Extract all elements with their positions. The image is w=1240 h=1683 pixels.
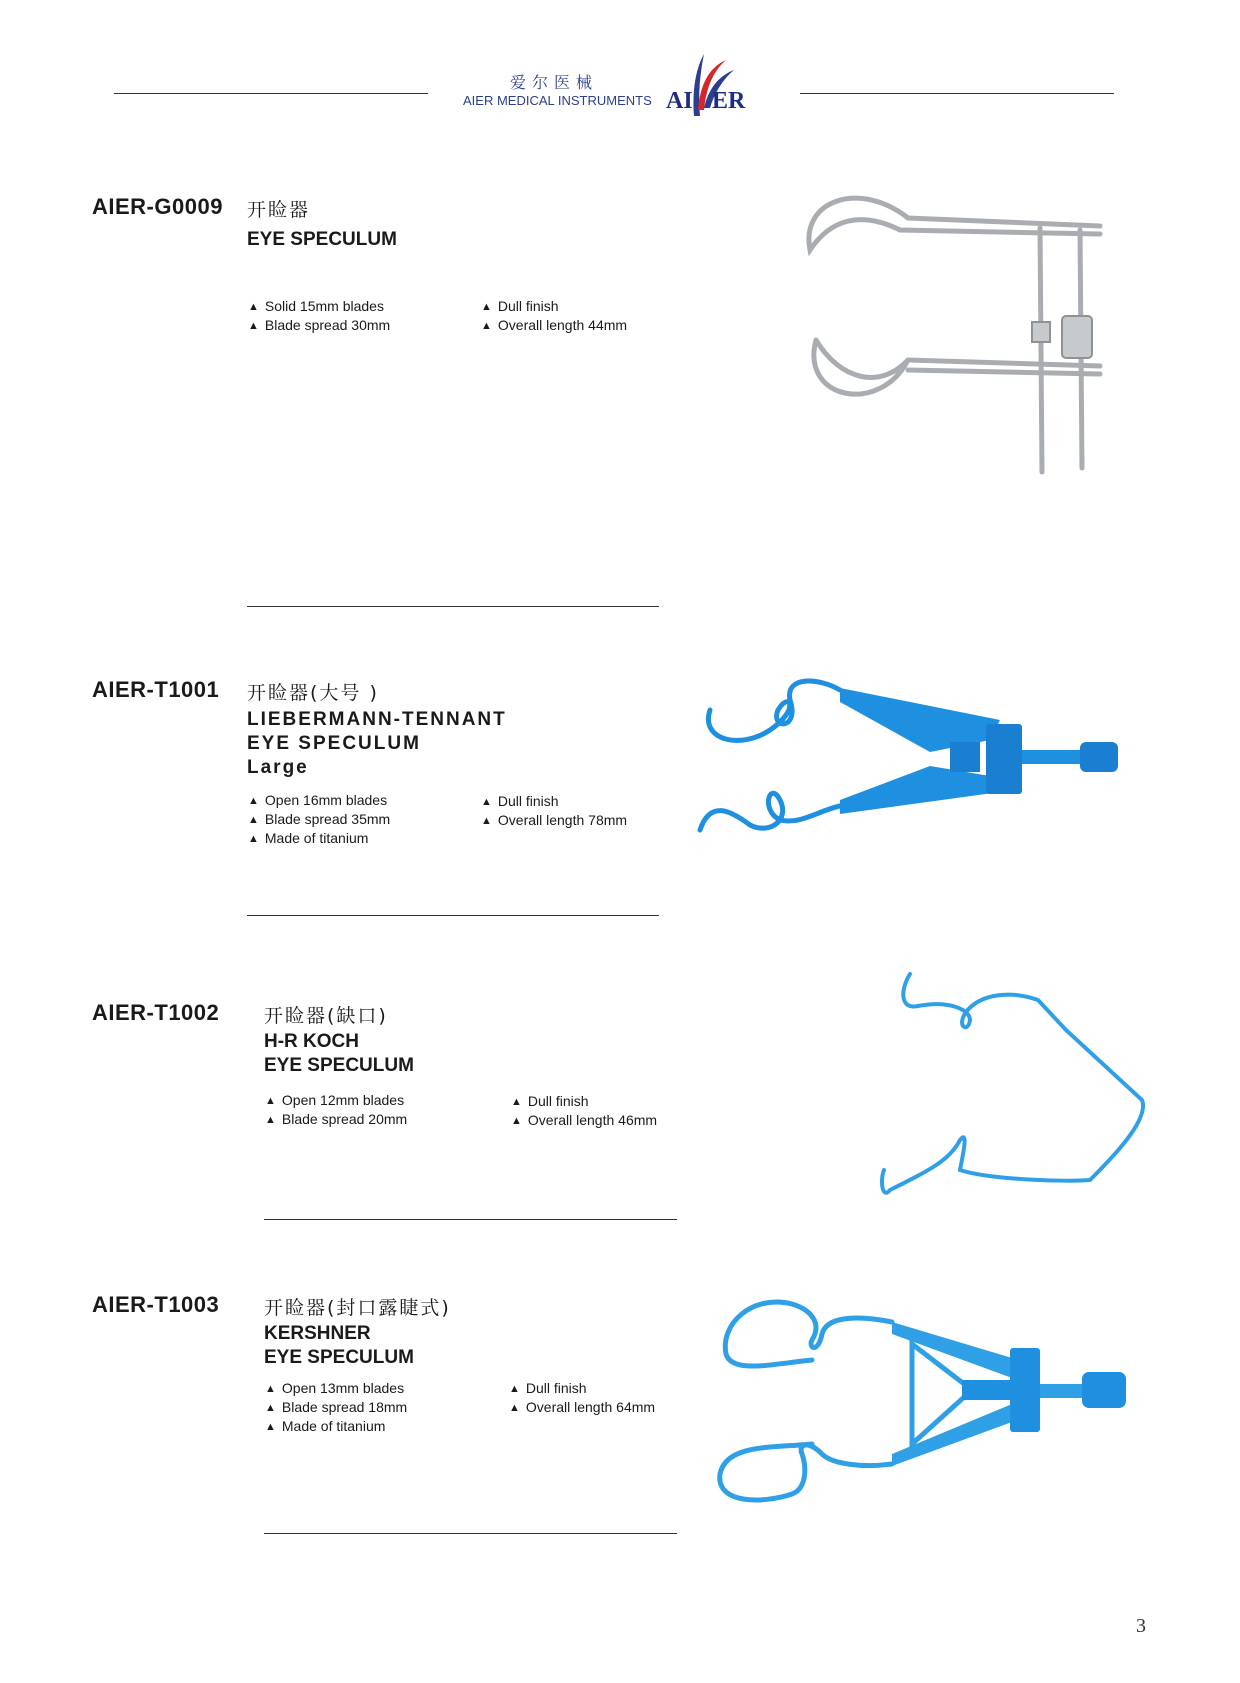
feature-item: ▲ Open 13mm blades (265, 1380, 407, 1399)
product-name-en-line: EYE SPECULUM (247, 733, 421, 754)
product-code: AIER-T1003 (92, 1292, 220, 1317)
feature-list-right (481, 298, 627, 336)
header-rule-right (800, 93, 1114, 94)
product-code: AIER-G0009 (92, 194, 223, 219)
feature-list-right (509, 1380, 655, 1418)
feature-item: ▲ Blade spread 20mm (265, 1111, 407, 1130)
logo-text-right: ER (712, 88, 746, 114)
feature-item: ▲ Made of titanium (265, 1418, 407, 1437)
feature-item: ▲ Blade spread 18mm (265, 1399, 407, 1418)
feature-item: ▲ Overall length 44mm (481, 317, 627, 336)
product-name-cn: 开睑器(封口露睫式) (264, 1297, 451, 1319)
feature-item: ▲ Blade spread 35mm (248, 811, 390, 830)
page-number: 3 (1136, 1615, 1146, 1637)
feature-item: ▲ Made of titanium (248, 830, 390, 849)
kershner-speculum-image (712, 1294, 1162, 1514)
product-name-en-line: EYE SPECULUM (247, 229, 397, 250)
feature-item: ▲ Dull finish (481, 793, 627, 812)
product-name-en-line: EYE SPECULUM (264, 1055, 414, 1076)
wire-speculum-image (870, 970, 1150, 1220)
feature-item: ▲ Dull finish (481, 298, 627, 317)
product-name-cn: 开睑器(缺口) (264, 1005, 388, 1027)
feature-item: ▲ Overall length 78mm (481, 812, 627, 831)
brand-name-cn: 爱尔医械 (510, 73, 599, 92)
product-code: AIER-T1001 (92, 677, 220, 702)
product-name-en-line: Large (247, 757, 309, 778)
product-name-cn: 开睑器 (247, 199, 311, 221)
feature-item: ▲ Overall length 64mm (509, 1399, 655, 1418)
product-name-en (247, 708, 507, 780)
company-logo (664, 50, 754, 120)
feature-item: ▲ Open 12mm blades (265, 1092, 407, 1111)
product-name-en (264, 1030, 414, 1078)
feature-item: ▲ Dull finish (511, 1093, 657, 1112)
feature-list-left (248, 792, 390, 849)
product-name-en (247, 228, 397, 252)
product-name-en-line: LIEBERMANN-TENNANT (247, 709, 507, 730)
feature-list-right (481, 793, 627, 831)
product-name-en (264, 1322, 414, 1370)
section-divider (247, 915, 659, 916)
brand-name-en: AIER MEDICAL INSTRUMENTS (463, 93, 652, 108)
feature-item: ▲ Dull finish (509, 1380, 655, 1399)
feature-item: ▲ Overall length 46mm (511, 1112, 657, 1131)
product-code: AIER-T1002 (92, 1000, 220, 1025)
section-divider (264, 1533, 677, 1534)
product-name-en-line: H-R KOCH (264, 1031, 359, 1052)
section-divider (264, 1219, 677, 1220)
feature-item: ▲ Open 16mm blades (248, 792, 390, 811)
header-rule-left (114, 93, 428, 94)
feature-list-right (511, 1093, 657, 1131)
section-divider (247, 606, 659, 607)
liebermann-speculum-image (690, 680, 1130, 850)
feature-list-left (265, 1092, 407, 1130)
product-name-en-line: KERSHNER (264, 1323, 371, 1344)
product-name-en-line: EYE SPECULUM (264, 1347, 414, 1368)
feature-item: ▲ Solid 15mm blades (248, 298, 390, 317)
logo-text-left: AI (666, 88, 693, 114)
feature-item: ▲ Blade spread 30mm (248, 317, 390, 336)
feature-list-left (265, 1380, 407, 1437)
eye-speculum-steel-image (800, 190, 1100, 490)
product-name-cn: 开睑器(大号 ) (247, 682, 379, 704)
feature-list-left (248, 298, 390, 336)
